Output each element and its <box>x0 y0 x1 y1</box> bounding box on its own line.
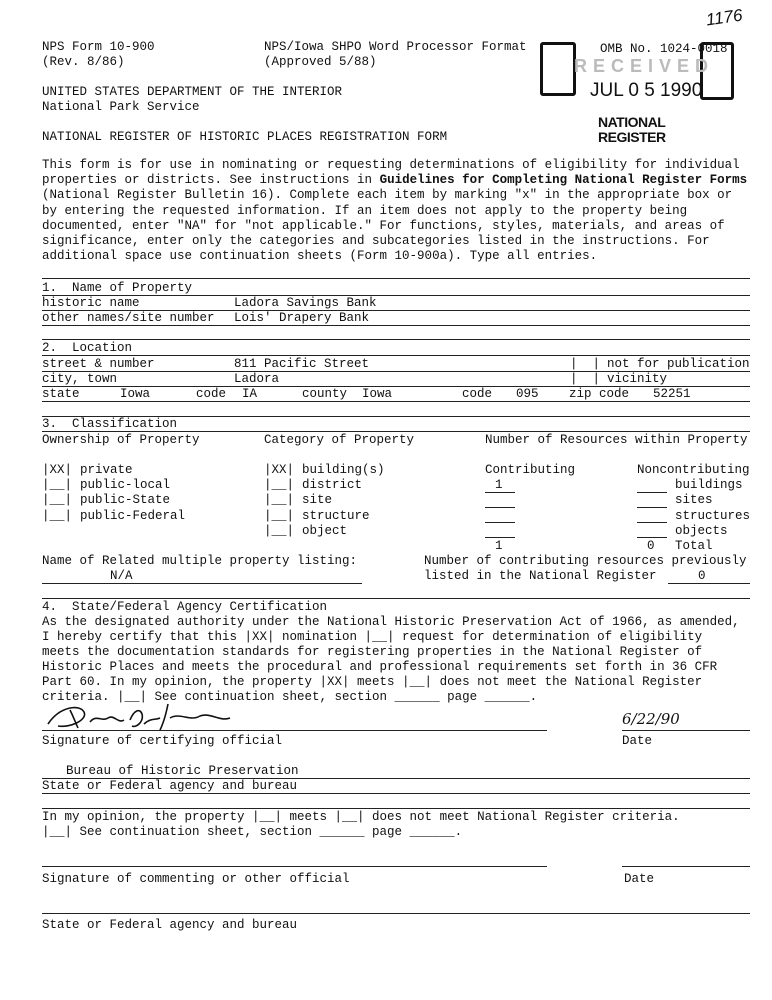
district-checkbox[interactable]: |__| <box>264 478 295 492</box>
city-label: city, town <box>42 372 118 386</box>
noncontributing-total: 0 <box>647 539 655 553</box>
district-label: district <box>302 478 363 492</box>
opinion-line-1: In my opinion, the property |__| meets |__| does not meet National Register criteria. <box>42 810 680 824</box>
opinion-line-2: |__| See continuation sheet, section ______ page ______. <box>42 825 463 839</box>
public-local-checkbox[interactable]: |__| <box>42 478 73 492</box>
section-4-heading: 4. State/Federal Agency Certification <box>42 600 328 614</box>
state-value: Iowa <box>120 387 151 401</box>
omb-number: OMB No. 1024-0018 <box>600 42 728 56</box>
county-value: Iowa <box>362 387 393 401</box>
buildings-checkbox[interactable]: |XX| <box>264 463 295 477</box>
service-name: National Park Service <box>42 100 200 114</box>
state-code-value: IA <box>242 387 258 401</box>
certification-line-5: Part 60. In my opinion, the property |XX| meets |__| does not meet the National Register <box>42 675 703 689</box>
agency2-label: State or Federal agency and bureau <box>42 918 298 932</box>
date2-label: Date <box>624 872 655 886</box>
object-label: object <box>302 524 348 538</box>
date-label: Date <box>622 734 653 748</box>
certification-line-2: I hereby certify that this |XX| nomination |__| request for determination of eligibility <box>42 630 703 644</box>
county-code-value: 095 <box>516 387 539 401</box>
signature-label: Signature of certifying official <box>42 734 283 748</box>
public-state-checkbox[interactable]: |__| <box>42 493 73 507</box>
instructions <box>42 158 754 264</box>
received-date: JUL 0 5 1990 <box>590 80 703 101</box>
object-checkbox[interactable]: |__| <box>264 524 295 538</box>
county-label: county <box>302 387 348 401</box>
previous-listed-label-2: listed in the National Register <box>424 569 657 583</box>
guidelines-reference: Guidelines for Completing National Register Forms <box>379 173 748 188</box>
other-names-label: other names/site number <box>42 311 215 325</box>
site-label: site <box>302 493 333 507</box>
received-text: RECEIVED <box>574 56 715 76</box>
private-checkbox[interactable]: |XX| <box>42 463 73 477</box>
site-checkbox[interactable]: |__| <box>264 493 295 507</box>
form-revision: (Rev. 8/86) <box>42 55 125 69</box>
section-2-heading: 2. Location <box>42 341 133 355</box>
category-heading: Category of Property <box>264 433 415 447</box>
contributing-heading: Contributing <box>485 463 576 477</box>
format-note: NPS/Iowa SHPO Word Processor Format <box>264 40 527 54</box>
not-for-publication-checkbox[interactable]: | | <box>570 357 601 371</box>
resource-objects: objects <box>675 524 728 538</box>
resource-sites: sites <box>675 493 713 507</box>
street-value: 811 Pacific Street <box>234 357 370 371</box>
handwritten-number: 1176 <box>704 5 744 30</box>
certification-line-1: As the designated authority under the National Historic Preservation Act of 1966, as amended, <box>42 615 740 629</box>
contributing-buildings: 1 <box>495 478 503 492</box>
form-number: NPS Form 10-900 <box>42 40 155 54</box>
form-title: NATIONAL REGISTER OF HISTORIC PLACES REGISTRATION FORM <box>42 130 448 144</box>
state-code-label: code <box>196 387 227 401</box>
public-state-label: public-State <box>80 493 171 507</box>
vicinity-checkbox[interactable]: | | <box>570 372 601 386</box>
section-3-heading: 3. Classification <box>42 417 178 431</box>
vicinity-label: vicinity <box>607 372 668 386</box>
approval-note: (Approved 5/88) <box>264 55 377 69</box>
buildings-label: building(s) <box>302 463 385 477</box>
private-label: private <box>80 463 133 477</box>
resources-heading: Number of Resources within Property <box>485 433 748 447</box>
contributing-total: 1 <box>495 539 503 553</box>
commenting-signature-label: Signature of commenting or other official <box>42 872 350 886</box>
stamp-register: REGISTER <box>598 129 666 145</box>
resource-structures: structures <box>675 509 751 523</box>
historic-name-value: Ladora Savings Bank <box>234 296 377 310</box>
street-label: street & number <box>42 357 155 371</box>
county-code-label: code <box>462 387 493 401</box>
historic-name-label: historic name <box>42 296 140 310</box>
certification-line-6: criteria. |__| See continuation sheet, section ______ page ______. <box>42 690 538 704</box>
certification-date: 6/22/90 <box>622 710 680 728</box>
certification-line-4: Historic Places and meets the procedural and professional requirements set forth in 36 CFR <box>42 660 718 674</box>
public-local-label: public-local <box>80 478 171 492</box>
agency-label: State or Federal agency and bureau <box>42 779 298 793</box>
public-federal-label: public-Federal <box>80 509 186 523</box>
public-federal-checkbox[interactable]: |__| <box>42 509 73 523</box>
stamp-national: NATIONAL <box>598 114 666 130</box>
structure-label: structure <box>302 509 370 523</box>
bureau-value: Bureau of Historic Preservation <box>66 764 299 778</box>
section-1-heading: 1. Name of Property <box>42 281 193 295</box>
other-names-value: Lois' Drapery Bank <box>234 311 370 325</box>
instructions-text-a: This form is for use in nominating or requesting determinations of eligibility for individual properties or districts. See instructions in <box>42 158 740 188</box>
related-listing-value: N/A <box>110 569 133 583</box>
previous-listed-value: 0 <box>698 569 706 583</box>
previous-listed-label: Number of contributing resources previously <box>424 554 747 568</box>
resource-total-label: Total <box>675 539 713 553</box>
zip-label: zip code <box>569 387 630 401</box>
zip-value: 52251 <box>653 387 691 401</box>
state-label: state <box>42 387 80 401</box>
related-listing-label: Name of Related multiple property listing: <box>42 554 358 568</box>
instructions-text-b: (National Register Bulletin 16). Complete each item by marking "x" in the appropriate box or by entering the requested information. If an item does not apply to the property being documented, enter "NA" for "not applicable." For functions, styles, materials, and areas of significance, enter only the categories and subcategories listed in the instructions. For additional space use continuation sheets (Form 10-900a). Type all entries. <box>42 188 733 264</box>
department-name: UNITED STATES DEPARTMENT OF THE INTERIOR <box>42 85 343 99</box>
certification-line-3: meets the documentation standards for registering properties in the National Register of <box>42 645 703 659</box>
city-value: Ladora <box>234 372 280 386</box>
ownership-heading: Ownership of Property <box>42 433 200 447</box>
resource-buildings: buildings <box>675 478 743 492</box>
noncontributing-heading: Noncontributing <box>637 463 750 477</box>
not-for-publication-label: not for publication <box>607 357 750 371</box>
structure-checkbox[interactable]: |__| <box>264 509 295 523</box>
